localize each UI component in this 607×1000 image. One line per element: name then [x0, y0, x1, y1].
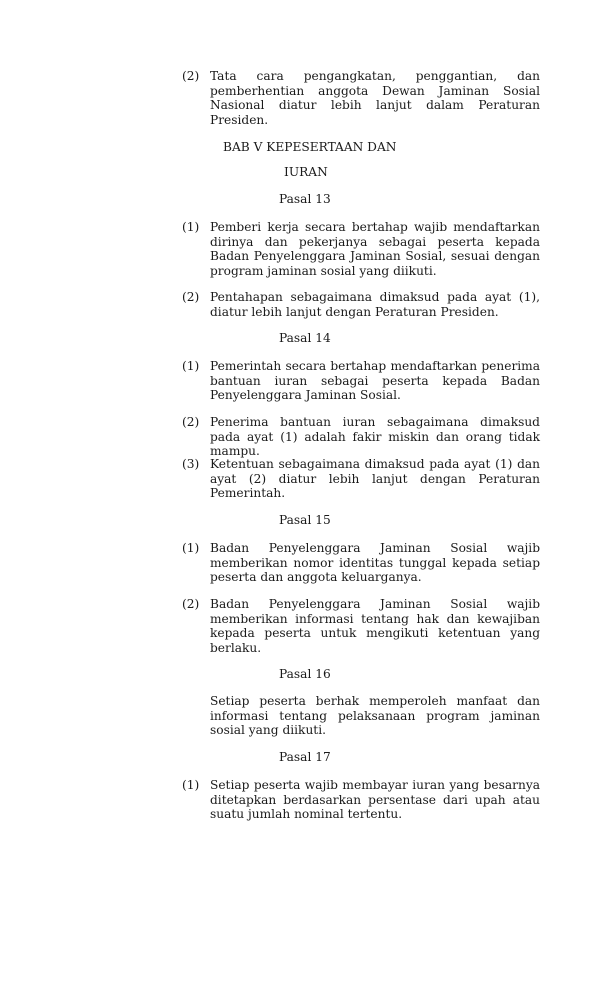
ayat-text: Ketentuan sebagaimana dimaksud pada ayat (1) dan ayat (2) diatur lebih lanjut dengan Peraturan Pemerintah.: [210, 457, 540, 501]
paragraph-ayat: [182, 359, 540, 403]
ayat-number: (3): [182, 457, 200, 471]
paragraph-ayat: [182, 597, 540, 655]
ayat-number: (1): [182, 359, 200, 373]
paragraph-ayat: [182, 457, 540, 501]
ayat-text: Pemerintah secara bertahap mendaftarkan penerima bantuan iuran sebagai peserta kepada Badan Penyelenggara Jaminan Sosial.: [210, 359, 540, 403]
paragraph-ayat: [182, 778, 540, 822]
pasal-15-title: Pasal 15: [279, 513, 331, 527]
pasal-17-title: Pasal 17: [279, 750, 331, 764]
paragraph-plain: [182, 694, 540, 738]
pasal-13-title: Pasal 13: [279, 192, 331, 206]
chapter-title-line2: IURAN: [284, 165, 328, 179]
pasal-14-title: Pasal 14: [279, 331, 331, 345]
ayat-text: Badan Penyelenggara Jaminan Sosial wajib memberikan informasi tentang hak dan kewajiban kepada peserta untuk mengikuti ketentuan yang berlaku.: [210, 597, 540, 655]
ayat-number: (1): [182, 220, 200, 234]
pasal-16-text: Setiap peserta berhak memperoleh manfaat dan informasi tentang pelaksanaan program jaminan sosial yang diikuti.: [210, 694, 540, 738]
ayat-number: (2): [182, 290, 200, 304]
paragraph-ayat: [182, 220, 540, 278]
paragraph-ayat: [182, 415, 540, 459]
ayat-number: (2): [182, 415, 200, 429]
ayat-text: Pentahapan sebagaimana dimaksud pada ayat (1), diatur lebih lanjut dengan Peraturan Presiden.: [210, 290, 540, 319]
ayat-number: (2): [182, 69, 200, 83]
ayat-text: Badan Penyelenggara Jaminan Sosial wajib memberikan nomor identitas tunggal kepada setiap peserta dan anggota keluarganya.: [210, 541, 540, 585]
ayat-number: (1): [182, 778, 200, 792]
ayat-number: (2): [182, 597, 200, 611]
ayat-text: Penerima bantuan iuran sebagaimana dimaksud pada ayat (1) adalah fakir miskin dan orang tidak mampu.: [210, 415, 540, 459]
ayat-text: Pemberi kerja secara bertahap wajib mendaftarkan dirinya dan pekerjanya sebagai peserta kepada Badan Penyelenggara Jaminan Sosial, sesuai dengan program jaminan sosial yang diikuti.: [210, 220, 540, 278]
paragraph-ayat: [182, 69, 540, 127]
ayat-number: (1): [182, 541, 200, 555]
ayat-text: Tata cara pengangkatan, penggantian, dan pemberhentian anggota Dewan Jaminan Sosial Nasional diatur lebih lanjut dalam Peraturan Presiden.: [210, 69, 540, 127]
ayat-text: Setiap peserta wajib membayar iuran yang besarnya ditetapkan berdasarkan persentase dari upah atau suatu jumlah nominal tertentu.: [210, 778, 540, 822]
paragraph-ayat: [182, 541, 540, 585]
paragraph-ayat: [182, 290, 540, 319]
pasal-16-title: Pasal 16: [279, 667, 331, 681]
chapter-title-line1: BAB V KEPESERTAAN DAN: [223, 140, 397, 154]
